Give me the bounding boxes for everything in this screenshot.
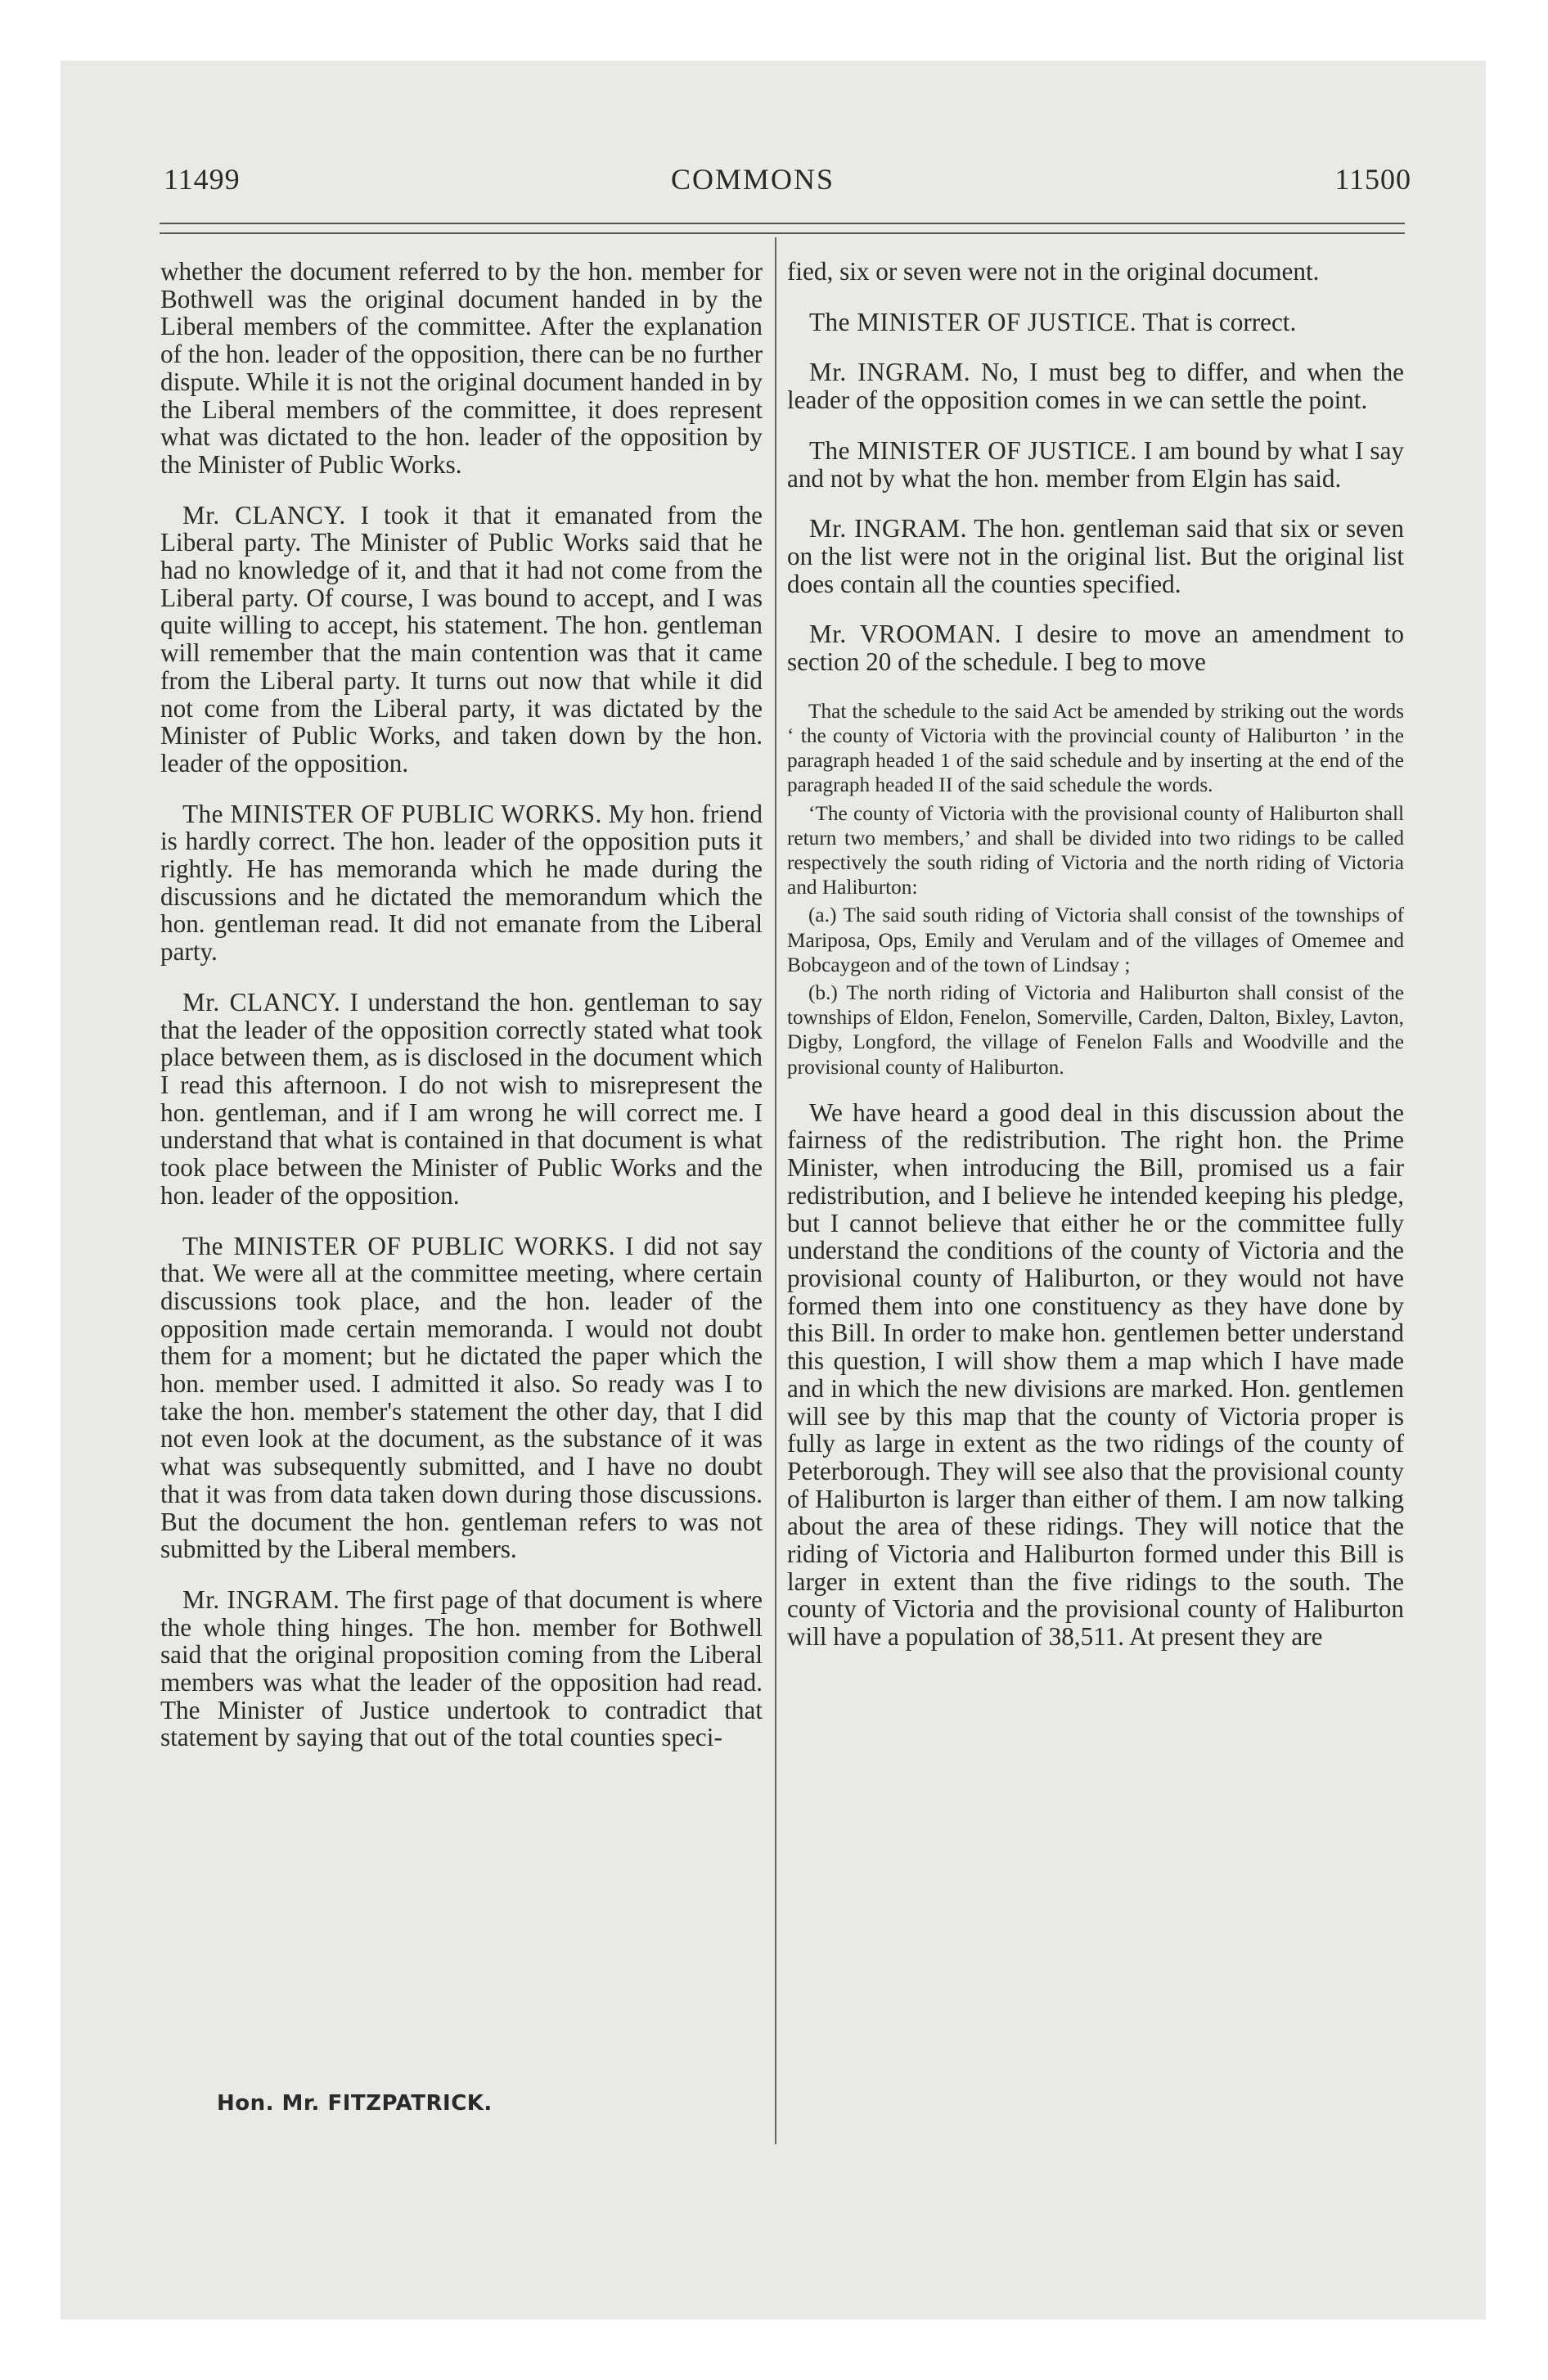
paragraph: Mr. CLANCY. I understand the hon. gentleman to say that the leader of the opposition correctly stated what took place between them, as is disclosed in the document which I read this afternoon. I do not wish to misrepresent the hon. gentleman, and if I am wrong he will correct me. I understand that what is contained in that document is what took place between the Minister of Public Works and the hon. leader of the opposition.	[160, 987, 763, 1210]
paragraph: The MINISTER OF PUBLIC WORKS. I did not say that. We were all at the committee meeting, where certain discussions took place, and the hon. leader of the opposition made certain memoranda. I would not doubt them for a moment; but he dictated the paper which the hon. member used. I admitted it also. So ready was I to take the hon. member's statement the other day, that I did not even look at the document, as the substance of it was what was subsequently submitted, and I have no doubt that it was from data taken down during those discussions. But the document the hon. gentleman refers to was not submitted by the Liberal members.	[160, 1231, 763, 1564]
speaker-name: Mr. VROOMAN.	[809, 620, 1001, 649]
motion-text: That the schedule to the said Act be amended by striking out the words ‘ the county of Victoria with the provincial county of Haliburton ’ in the paragraph headed 1 of the said schedule and by inserting at the end of the paragraph headed II of the said schedule the words.	[787, 699, 1404, 797]
paragraph: We have heard a good deal in this discussion about the fairness of the redistribution. The right hon. the Prime Minister, when introducing the Bill, promised us a fair redistribution, and I believe he intended keeping his pledge, but I cannot believe that either he or the committee fully understand the conditions of the county of Victoria and the provisional county of Haliburton, or they would not have formed them into one constituency as they have done by this Bill. In order to make hon. gentlemen better understand this question, I will show them a map which I have made and in which the new divisions are marked. Hon. gentlemen will see by this map that the county of Victoria proper is fully as large in extent as the two ridings of the county of Peterborough. They will see also that the provisional county of Haliburton is larger than either of them. I am now talking about the area of these ridings. They will notice that the riding of Victoria and Haliburton formed under this Bill is larger in extent than the five ridings to the south. The county of Victoria and the provisional county of Haliburton will have a population of 38,511. At present they are	[787, 1098, 1404, 1652]
speaker-name: Mr. CLANCY.	[182, 987, 341, 1016]
motion-clause: (b.) The north riding of Victoria and Haliburton shall consist of the townships of Eldon, Fenelon, Somerville, Carden, Dalton, Bixley, Lavton, Digby, Longford, the village of Fenelon Falls and Woodville and the provisional county of Haliburton.	[787, 980, 1404, 1079]
paragraph: The MINISTER OF JUSTICE. I am bound by what I say and not by what the hon. member from Elgin has said.	[787, 435, 1405, 493]
speaker-name: Mr. INGRAM.	[809, 358, 971, 387]
motion-text: ‘The county of Victoria with the provisional county of Haliburton shall return two members,’ and shall be divided into two ridings to be called respectively the south riding of Victoria and the north riding of Victoria and Haliburton:	[787, 801, 1404, 899]
page-number-right: 11500	[1334, 163, 1411, 196]
speaker-name: Mr. CLANCY.	[182, 500, 346, 530]
speaker-name: The MINISTER OF PUBLIC WORKS.	[182, 799, 602, 828]
speaker-name: The MINISTER OF JUSTICE.	[809, 435, 1137, 465]
page-number-left: 11499	[164, 163, 241, 196]
paragraph: The MINISTER OF JUSTICE. That is correct.	[809, 307, 1297, 336]
speaker-name: Mr. INGRAM.	[182, 1584, 340, 1614]
left-column	[160, 258, 763, 1774]
page-footer: Hon. Mr. FITZPATRICK.	[217, 2091, 493, 2116]
paragraph: Mr. INGRAM. The hon. gentleman said that six or seven on the list were not in the original list. But the original list does contain all the counties specified.	[787, 514, 1404, 598]
paragraph: The MINISTER OF PUBLIC WORKS. My hon. friend is hardly correct. The hon. leader of the opposition puts it rightly. He has memoranda which he made during the discussions and he dictated the memorandum which the hon. gentleman read. It did not emanate from the Liberal party.	[160, 799, 763, 967]
paragraph: Mr. VROOMAN. I desire to move an amendment to section 20 of the schedule. I beg to move	[787, 620, 1405, 677]
paragraph: Mr. INGRAM. No, I must beg to differ, and when the leader of the opposition comes in we can settle the point.	[787, 358, 1404, 415]
paragraph: Mr. INGRAM. The first page of that document is where the whole thing hinges. The hon. member for Bothwell said that the original proposition coming from the Liberal members was what the leader of the opposition had read. The Minister of Justice undertook to contradict that statement by saying that out of the total counties speci-	[160, 1584, 763, 1752]
right-column	[787, 258, 1404, 1674]
paragraph: whether the document referred to by the hon. member for Bothwell was the original document handed in by the Liberal members of the committee. After the explanation of the hon. leader of the opposition, there can be no further dispute. While it is not the original document handed in by the Liberal members of the committee, it does represent what was dictated to the hon. leader of the opposition by the Minister of Public Works.	[160, 257, 763, 479]
header-rule	[160, 223, 1405, 234]
speaker-name: Mr. INGRAM.	[809, 514, 967, 543]
speaker-name: The MINISTER OF JUSTICE.	[809, 307, 1137, 336]
paragraph: fied, six or seven were not in the original document.	[787, 257, 1320, 286]
motion-clause: (a.) The said south riding of Victoria shall consist of the townships of Mariposa, Ops, Emily and Verulam and of the villages of Omemee and Bobcaygeon and of the town of Lindsay ;	[787, 904, 1404, 976]
speaker-name: The MINISTER OF PUBLIC WORKS.	[182, 1231, 616, 1260]
running-title: COMMONS	[670, 163, 835, 196]
column-divider	[775, 237, 776, 2144]
page-header	[98, 162, 1411, 203]
paragraph: Mr. CLANCY. I took it that it emanated from the Liberal party. The Minister of Public Works said that he had no knowledge of it, and that it had not come from the Liberal party. Of course, I was bound to accept, and I was quite willing to accept, his statement. The hon. gentleman will remember that the main contention was that it came from the Liberal party. It turns out now that while it did not come from the Liberal party, it was dictated by the Minister of Public Works, and taken down by the hon. leader of the opposition.	[160, 500, 763, 778]
